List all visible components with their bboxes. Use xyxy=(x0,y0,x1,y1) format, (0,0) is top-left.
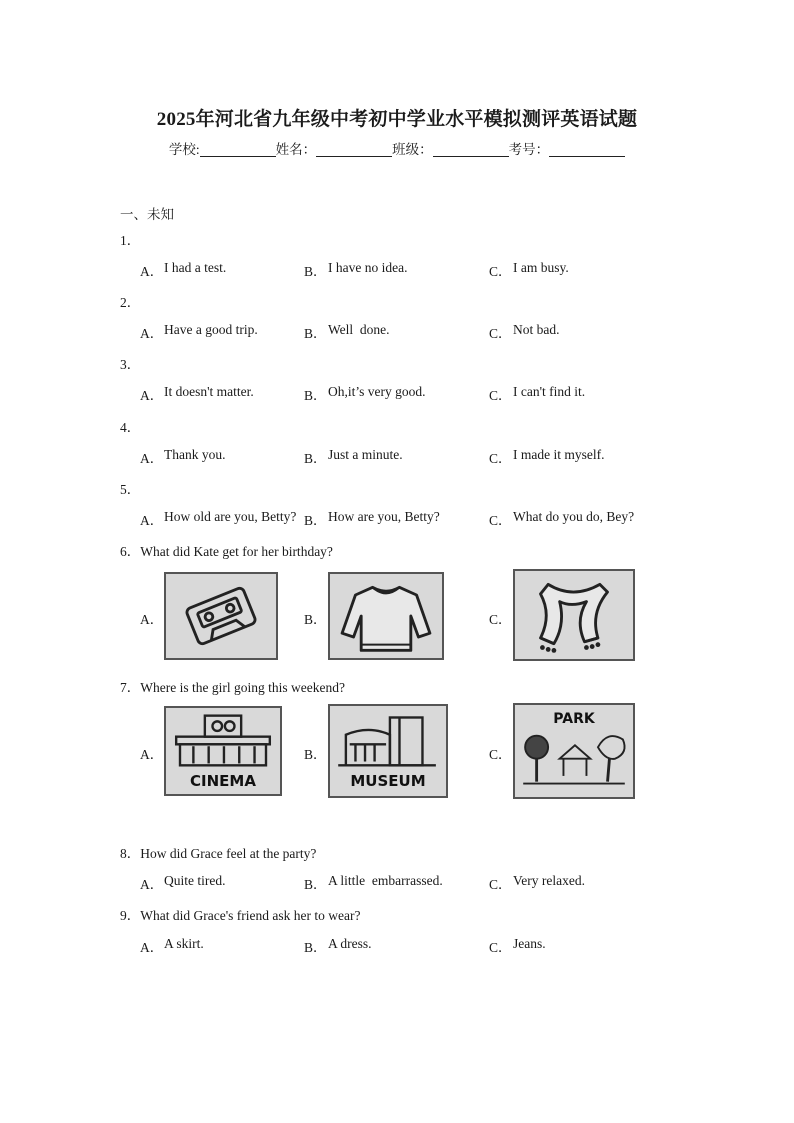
option-text: Just a minute. xyxy=(328,447,403,462)
student-info-line xyxy=(0,138,794,158)
park-caption: PARK xyxy=(553,711,595,727)
option-letter: A． xyxy=(140,513,164,528)
option-letter: A． xyxy=(140,877,164,892)
option-text: Very relaxed. xyxy=(513,873,585,888)
option-letter: B． xyxy=(304,940,327,955)
option-text: Quite tired. xyxy=(164,873,226,888)
option-letter: A． xyxy=(140,612,164,627)
option-text: I can't find it. xyxy=(513,384,586,399)
question-number: 9． xyxy=(120,908,141,923)
option-letter: B． xyxy=(304,451,327,466)
question-stem xyxy=(120,842,316,862)
option-text: I have no idea. xyxy=(328,260,408,275)
option-letter: C． xyxy=(489,747,512,762)
school-blank[interactable] xyxy=(200,142,276,157)
park-picture[interactable] xyxy=(513,703,635,799)
option-text: How old are you, Betty? xyxy=(164,509,297,524)
option-letter: B． xyxy=(304,388,327,403)
cinema-caption: CINEMA xyxy=(190,772,256,790)
option-letter: A． xyxy=(140,264,164,279)
question-number: 7． xyxy=(120,680,141,695)
exam-no-blank[interactable] xyxy=(549,142,625,157)
option-text: I had a test. xyxy=(164,260,227,275)
exam-no-label: 考号： xyxy=(508,142,550,157)
option-letter: C． xyxy=(489,513,512,528)
sweater-icon xyxy=(330,574,442,658)
name-blank[interactable] xyxy=(316,142,392,157)
sweater-picture[interactable] xyxy=(328,572,444,660)
museum-picture[interactable] xyxy=(328,704,448,798)
option-letter: A． xyxy=(140,747,164,762)
option-text: Have a good trip. xyxy=(164,322,258,337)
scarf-picture[interactable] xyxy=(513,569,635,661)
option-text: Oh,it’s very good. xyxy=(328,384,426,399)
question-number: 8． xyxy=(120,846,141,861)
option-text: A dress. xyxy=(328,936,372,951)
question-number: 2． xyxy=(120,295,141,310)
cinema-picture[interactable] xyxy=(164,706,282,796)
question-number: 3． xyxy=(120,357,141,372)
option-letter: B． xyxy=(304,747,327,762)
class-blank[interactable] xyxy=(433,142,509,157)
question-text: What did Grace's friend ask her to wear? xyxy=(140,908,361,923)
option-letter: B． xyxy=(304,877,327,892)
option-letter: C． xyxy=(489,612,512,627)
option-letter: C． xyxy=(489,940,512,955)
question-text: Where is the girl going this weekend? xyxy=(140,680,345,695)
question-number: 4． xyxy=(120,420,141,435)
scarf-icon xyxy=(515,571,633,659)
option-letter: A． xyxy=(140,326,164,341)
option-letter: C． xyxy=(489,388,512,403)
question-stem xyxy=(120,904,360,924)
question-stem xyxy=(120,676,345,696)
option-text: It doesn't matter. xyxy=(164,384,254,399)
exam-title: 2025年河北省九年级中考初中学业水平模拟测评英语试题 xyxy=(156,109,638,130)
option-letter: C． xyxy=(489,326,512,341)
option-letter: A． xyxy=(140,451,164,466)
question-text: What did Kate get for her birthday? xyxy=(140,544,333,559)
option-letter: C． xyxy=(489,877,512,892)
option-text: What do you do, Bey? xyxy=(513,509,635,524)
cassette-tape-picture[interactable] xyxy=(164,572,278,660)
name-label: 姓名： xyxy=(275,142,317,157)
option-letter: A． xyxy=(140,388,164,403)
question-number: 1． xyxy=(120,233,141,248)
option-text: Jeans. xyxy=(513,936,546,951)
question-number: 5． xyxy=(120,482,141,497)
option-letter: B． xyxy=(304,513,327,528)
option-text: Well done. xyxy=(328,322,390,337)
option-text: How are you, Betty? xyxy=(328,509,440,524)
option-text: A little embarrassed. xyxy=(328,873,443,888)
option-letter: C． xyxy=(489,264,512,279)
option-letter: B． xyxy=(304,326,327,341)
class-label: 班级： xyxy=(392,142,433,157)
question-number: 6． xyxy=(120,544,141,559)
section-title: 一、未知 xyxy=(120,207,174,222)
option-letter: B． xyxy=(304,612,327,627)
question-text: How did Grace feel at the party? xyxy=(140,846,317,861)
cassette-tape-icon xyxy=(166,574,276,658)
option-letter: C． xyxy=(489,451,512,466)
option-text: Not bad. xyxy=(513,322,560,337)
option-text: Thank you. xyxy=(164,447,226,462)
option-text: I made it myself. xyxy=(513,447,605,462)
option-text: I am busy. xyxy=(513,260,569,275)
option-letter: A． xyxy=(140,940,164,955)
question-stem xyxy=(120,540,333,560)
school-label: 学校: xyxy=(168,142,200,157)
museum-caption: MUSEUM xyxy=(350,772,426,790)
option-text: A skirt. xyxy=(164,936,204,951)
option-letter: B． xyxy=(304,264,327,279)
